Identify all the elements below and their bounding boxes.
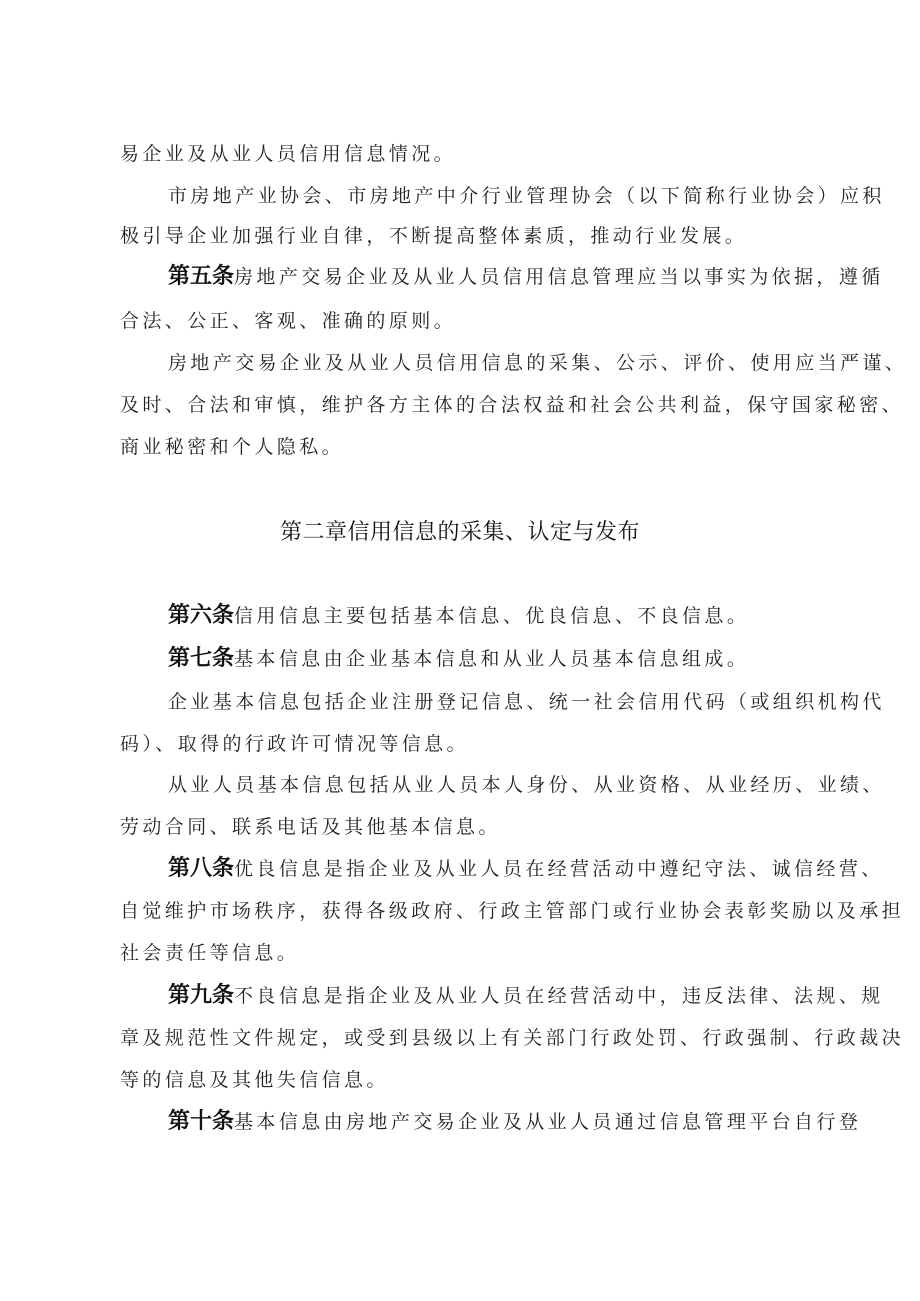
paragraph-line: 易企业及从业人员信用信息情况。 <box>120 143 457 165</box>
paragraph-line: 房地产交易企业及从业人员信用信息的采集、公示、评价、使用应当严谨、 <box>168 352 908 374</box>
paragraph-line: 合法、公正、客观、准确的原则。 <box>120 310 457 332</box>
article-text: 不良信息是指企业及从业人员在经营活动中，违反法律、法规、规 <box>234 985 884 1007</box>
paragraph-line: 商业秘密和个人隐私。 <box>120 436 345 458</box>
paragraph-line: 企业基本信息包括企业注册登记信息、统一社会信用代码（或组织机构代 <box>168 691 885 713</box>
article-number: 第九条 <box>168 983 235 1008</box>
paragraph-line: 市房地产业协会、市房地产中介行业管理协会（以下简称行业协会）应积 <box>168 185 885 207</box>
article-text: 优良信息是指企业及从业人员在经营活动中遵纪守法、诚信经营、 <box>234 858 884 880</box>
article-text: 信用信息主要包括基本信息、优良信息、不良信息。 <box>234 605 750 627</box>
article-8-line <box>168 855 884 883</box>
chapter-title: 第二章信用信息的采集、认定与发布 <box>279 520 640 545</box>
paragraph-line: 自觉维护市场秩序，获得各级政府、行政主管部门或行业协会表彰奖励以及承担 <box>120 900 905 922</box>
paragraph-line: 码）、取得的行政许可情况等信息。 <box>120 733 469 755</box>
paragraph-line: 及时、合法和审慎，维护各方主体的合法权益和社会公共利益，保守国家秘密、 <box>120 394 905 416</box>
paragraph-line: 从业人员基本信息包括从业人员本人身份、从业资格、从业经历、业绩、 <box>168 774 885 796</box>
paragraph-line: 社会责任等信息。 <box>120 942 300 964</box>
article-text: 基本信息由企业基本信息和从业人员基本信息组成。 <box>234 648 750 670</box>
paragraph-line: 劳动合同、联系电话及其他基本信息。 <box>120 816 501 838</box>
paragraph-line: 等的信息及其他失信信息。 <box>120 1069 389 1091</box>
article-number: 第八条 <box>168 856 235 881</box>
article-9-line <box>168 982 884 1010</box>
article-number: 第十条 <box>168 1109 235 1134</box>
article-6-line <box>168 602 868 630</box>
article-number: 第七条 <box>168 646 235 671</box>
paragraph-line: 极引导企业加强行业自律，不断提高整体素质，推动行业发展。 <box>120 225 748 247</box>
paragraph-line: 章及规范性文件规定，或受到县级以上有关部门行政处罚、行政强制、行政裁决 <box>120 1027 905 1049</box>
article-text: 房地产交易企业及从业人员信用信息管理应当以事实为依据，遵循 <box>234 266 884 288</box>
article-10-line <box>168 1108 868 1136</box>
article-5-line <box>168 263 884 291</box>
article-text: 基本信息由房地产交易企业及从业人员通过信息管理平台自行登 <box>234 1111 862 1133</box>
article-7-line <box>168 645 868 673</box>
article-number: 第五条 <box>168 264 235 289</box>
article-number: 第六条 <box>168 603 235 628</box>
